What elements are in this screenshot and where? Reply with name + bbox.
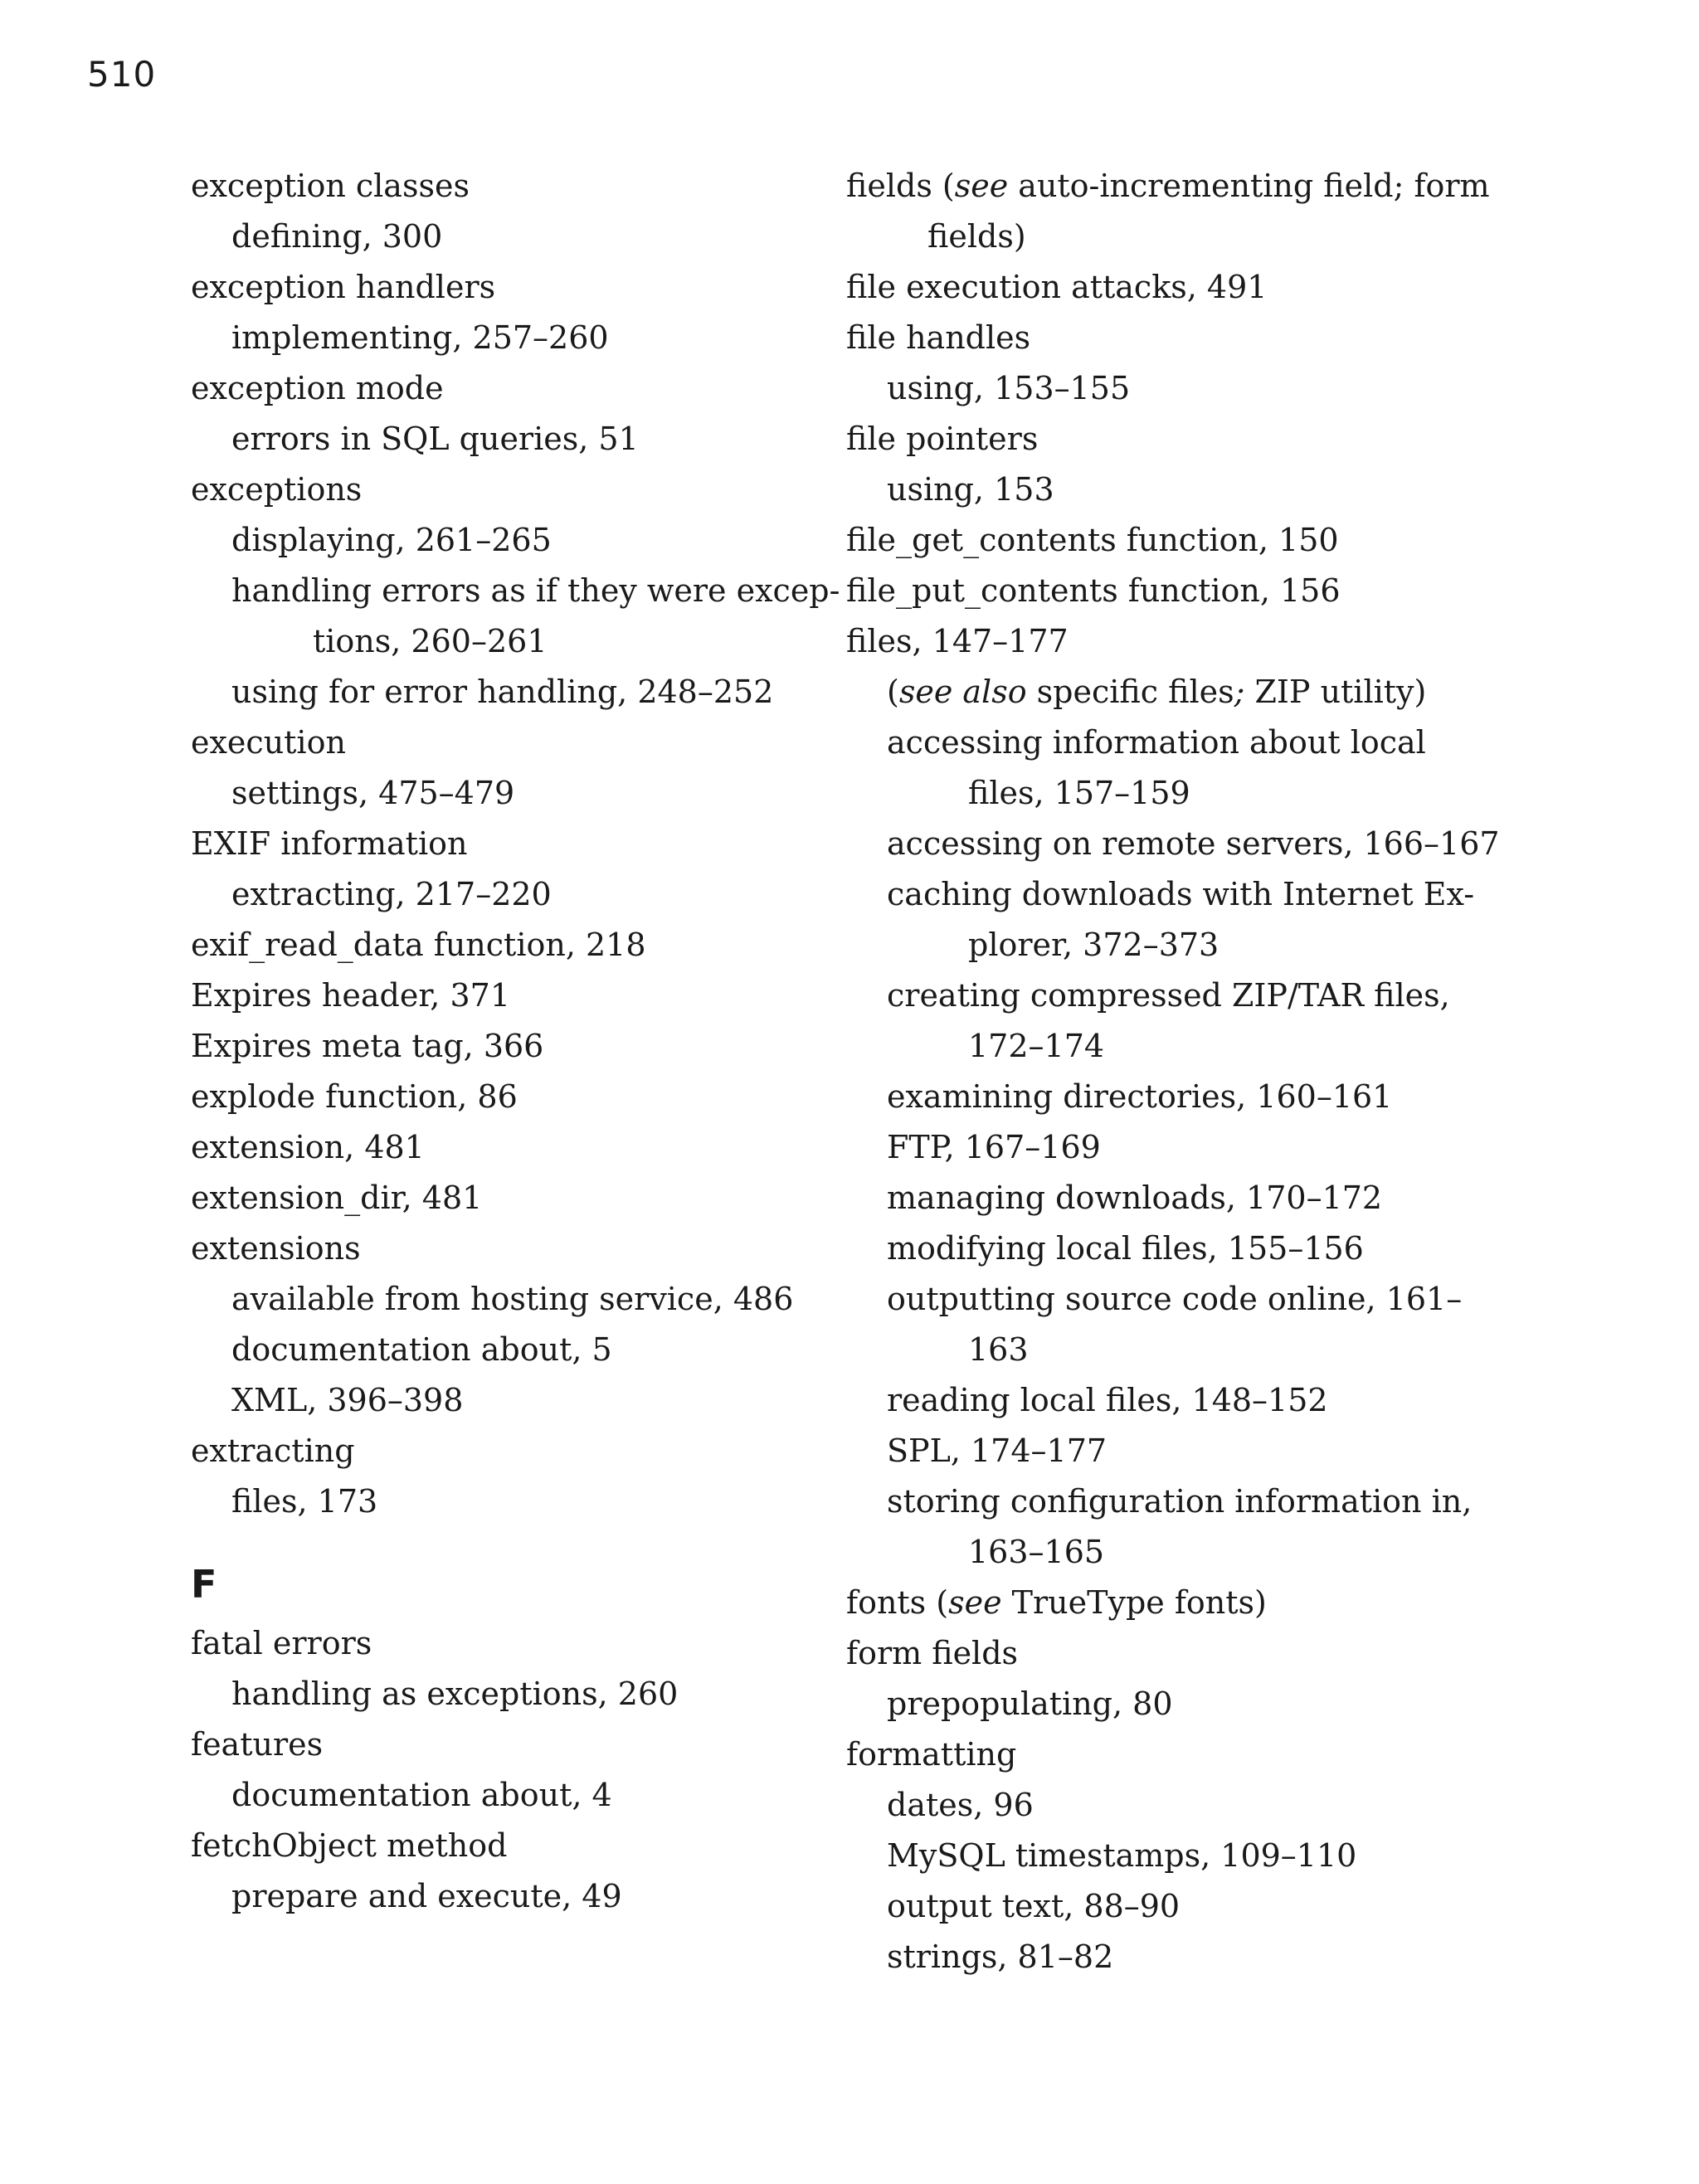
entry-text: files, 147–177: [846, 623, 1069, 659]
index-subentry: extracting, 217–220: [231, 876, 552, 912]
index-entry: [846, 1628, 1477, 1679]
entry-text: fields (: [846, 168, 955, 204]
cross-reference-italic: see: [954, 168, 1009, 204]
index-entry: [846, 515, 1477, 566]
page-number: 510: [87, 54, 157, 95]
entry-text: caching downloads with Internet Ex-: [887, 876, 1475, 912]
entry-text: modifying local files, 155–156: [887, 1230, 1364, 1267]
entry-text: form fields: [846, 1635, 1019, 1671]
index-entry: exception mode: [191, 370, 444, 406]
entry-text: outputting source code online, 161–: [887, 1281, 1463, 1317]
index-subentry: [846, 1072, 1477, 1122]
index-subentry: [846, 1375, 1477, 1426]
index-subentry: files, 173: [231, 1483, 378, 1520]
entry-text: 172–174: [968, 1028, 1105, 1064]
entry-text: file_get_contents function, 150: [846, 522, 1339, 558]
entry-text: 163: [968, 1331, 1029, 1368]
index-subentry: [846, 1932, 1477, 1982]
index-subentry: [846, 1122, 1477, 1173]
index-entry: [846, 313, 1477, 363]
entry-text: accessing on remote servers, 166–167: [887, 825, 1500, 862]
entry-text: fonts (: [846, 1584, 949, 1621]
entry-text: examining directories, 160–161: [887, 1078, 1393, 1115]
index-entry: exception classes: [191, 168, 470, 204]
entry-text: specific files: [1026, 674, 1234, 710]
index-entry: EXIF information: [191, 825, 468, 862]
entry-text: dates, 96: [887, 1787, 1034, 1823]
index-subentry: [846, 970, 1477, 1021]
index-subentry: [846, 869, 1477, 920]
index-subentry: [846, 1021, 1477, 1072]
entry-text: reading local files, 148–152: [887, 1382, 1328, 1418]
index-block-f-continued: [846, 161, 1500, 1982]
index-subentry: [846, 363, 1477, 414]
index-entry: features: [191, 1726, 324, 1763]
entry-text: FTP, 167–169: [887, 1129, 1101, 1165]
entry-text: MySQL timestamps, 109–110: [887, 1837, 1357, 1874]
index-entry: Expires header, 371: [191, 977, 510, 1014]
entry-text: (: [887, 674, 899, 710]
index-entry: fetchObject method: [191, 1827, 508, 1864]
cross-reference-italic: ;: [1234, 674, 1245, 710]
index-subentry: [846, 667, 1477, 717]
index-subentry: XML, 396–398: [231, 1382, 464, 1418]
entry-text: storing configuration information in,: [887, 1483, 1473, 1520]
index-subentry: [846, 465, 1477, 515]
index-block-e: [191, 161, 840, 1527]
entry-text: TrueType fonts): [1001, 1584, 1267, 1621]
index-subentry: handling errors as if they were excep-: [231, 572, 840, 609]
index-subentry: [846, 1831, 1477, 1881]
entry-text: formatting: [846, 1736, 1017, 1773]
entry-text: file pointers: [846, 421, 1039, 457]
entry-text: using, 153–155: [887, 370, 1131, 406]
entry-text: file execution attacks, 491: [846, 269, 1268, 305]
index-subentry: implementing, 257–260: [231, 319, 609, 356]
entry-text: ZIP utility): [1244, 674, 1427, 710]
index-subentry: using for error handling, 248–252: [231, 674, 774, 710]
entry-text: using, 153: [887, 471, 1054, 508]
index-entry: [846, 414, 1477, 465]
index-subentry: prepare and execute, 49: [231, 1878, 622, 1914]
index-subentry: documentation about, 5: [231, 1331, 612, 1368]
index-entry: execution: [191, 724, 346, 761]
entry-text: strings, 81–82: [887, 1938, 1114, 1975]
index-subentry: [846, 768, 1477, 819]
entry-text: fields): [927, 218, 1026, 255]
index-subentry: available from hosting service, 486: [231, 1281, 794, 1317]
index-entry: [846, 161, 1490, 212]
entry-text: file_put_contents function, 156: [846, 572, 1341, 609]
index-subentry: [846, 1223, 1477, 1274]
index-entry: extensions: [191, 1230, 361, 1267]
index-block-f: [191, 1618, 821, 1922]
index-subentry: [846, 1780, 1477, 1831]
index-subentry: [846, 1527, 1477, 1578]
index-subentry: settings, 475–479: [231, 775, 515, 811]
entry-text: creating compressed ZIP/TAR files,: [887, 977, 1450, 1014]
entry-text: SPL, 174–177: [887, 1432, 1108, 1469]
index-subentry: [846, 717, 1477, 768]
index-subentry: documentation about, 4: [231, 1777, 612, 1813]
entry-text: file handles: [846, 319, 1031, 356]
index-entry: exif_read_data function, 218: [191, 927, 646, 963]
index-entry: extension, 481: [191, 1129, 425, 1165]
index-entry: extension_dir, 481: [191, 1180, 483, 1216]
index-entry: [846, 616, 1477, 667]
index-subentry: [846, 1325, 1477, 1375]
index-column-right: [846, 161, 1500, 1982]
index-subentry: displaying, 261–265: [231, 522, 552, 558]
index-subentry: [846, 1476, 1477, 1527]
entry-text: output text, 88–90: [887, 1888, 1181, 1924]
entry-text: auto-incrementing field; form: [1008, 168, 1490, 204]
index-subentry: handling as exceptions, 260: [231, 1676, 679, 1712]
index-entry: [846, 1729, 1477, 1780]
index-subentry: [846, 819, 1500, 869]
entry-text: accessing information about local: [887, 724, 1426, 761]
entry-text: files, 157–159: [968, 775, 1190, 811]
index-subentry: [846, 1881, 1477, 1932]
index-subentry: errors in SQL queries, 51: [231, 421, 639, 457]
index-subentry: [846, 1679, 1477, 1729]
index-subentry: [846, 1274, 1477, 1325]
index-entry: exceptions: [191, 471, 363, 508]
index-entry: extracting: [191, 1432, 355, 1469]
entry-text: 163–165: [968, 1534, 1105, 1570]
entry-text: prepopulating, 80: [887, 1685, 1173, 1722]
index-entry: [846, 1578, 1477, 1628]
index-entry: [846, 566, 1477, 616]
cross-reference-italic: see: [948, 1584, 1002, 1621]
entry-text: managing downloads, 170–172: [887, 1180, 1383, 1216]
index-entry: exception handlers: [191, 269, 496, 305]
index-subentry: [846, 212, 1477, 262]
index-subentry: defining, 300: [231, 218, 443, 255]
index-subentry: [846, 1173, 1477, 1223]
index-subentry: [846, 920, 1477, 970]
entry-text: plorer, 372–373: [968, 927, 1219, 963]
index-subentry: [846, 1426, 1477, 1476]
index-entry: explode function, 86: [191, 1078, 518, 1115]
cross-reference-italic: see also: [898, 674, 1027, 710]
index-entry: fatal errors: [191, 1625, 372, 1661]
index-entry: Expires meta tag, 366: [191, 1028, 544, 1064]
index-column-left: [191, 161, 840, 1922]
index-subentry: tions, 260–261: [313, 623, 548, 659]
index-entry: [846, 262, 1477, 313]
section-letter-heading: F: [191, 1562, 217, 1607]
